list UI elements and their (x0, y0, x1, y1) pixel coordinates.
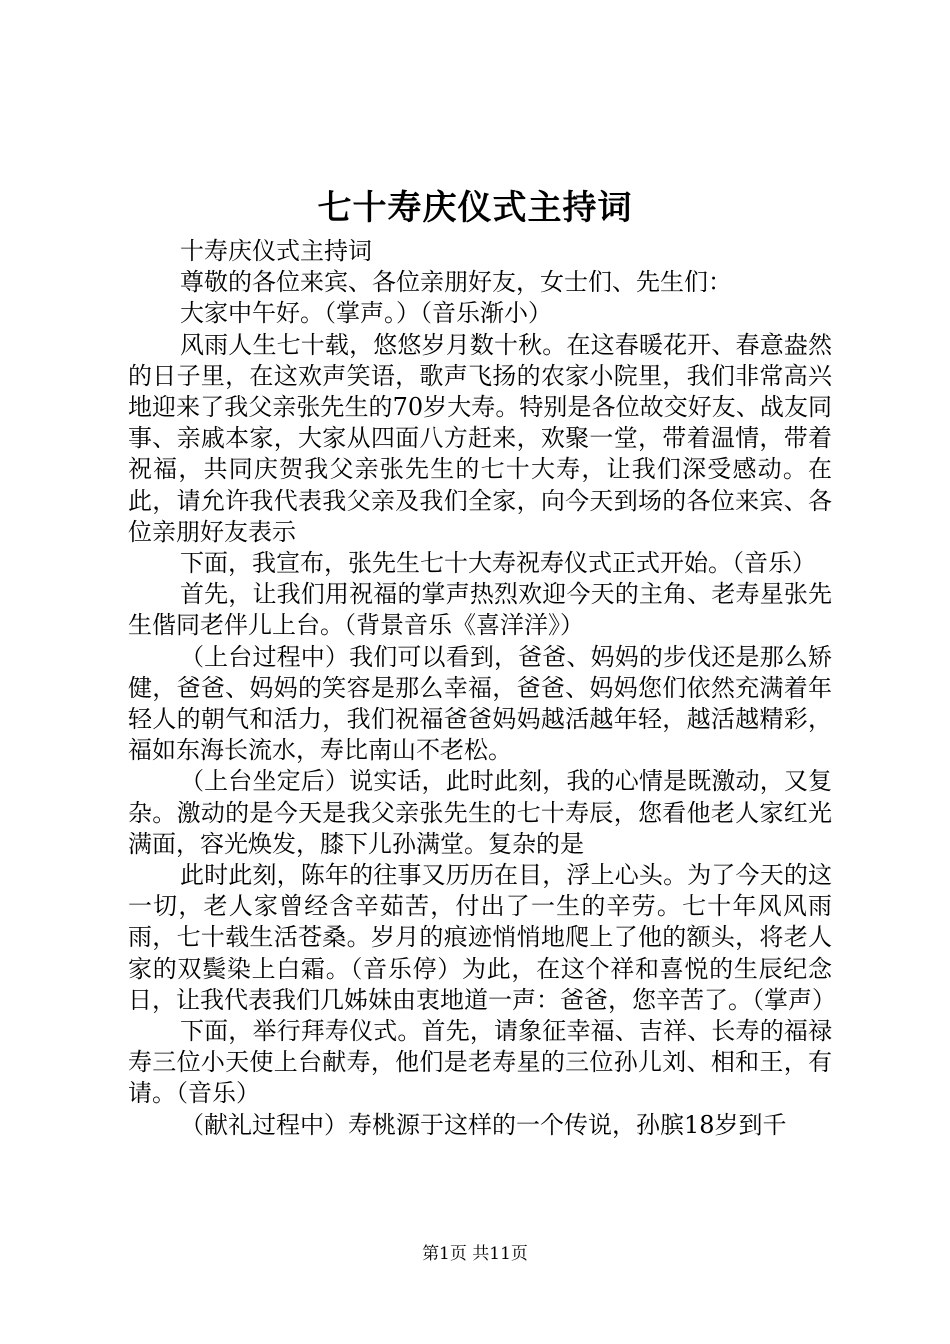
document-title: 七十寿庆仪式主持词 (317, 188, 633, 228)
paragraph: 十寿庆仪式主持词 (180, 237, 372, 265)
paragraph: 下面，举行拜寿仪式。首先，请象征幸福、吉祥、长寿的福禄寿三位小天使上台献寿，他们是老寿星的三位孙儿刘、相和王，有请。（音乐） (128, 1017, 832, 1108)
paragraph: 大家中午好。（掌声。）（音乐渐小） (180, 299, 552, 328)
paragraph: （献礼过程中）寿桃源于这样的一个传说，孙膑18岁到千 (180, 1110, 787, 1139)
paragraph: （上台过程中）我们可以看到，爸爸、妈妈的步伐还是那么矫健，爸爸、妈妈的笑容是那么幸福，爸爸、妈妈您们依然充满着年轻人的朝气和活力，我们祝福爸爸妈妈越活越年轻，越活越精彩，福如东海长流水，寿比南山不老松。 (128, 642, 832, 765)
document-body (128, 236, 836, 1141)
paragraph: 尊敬的各位来宾、各位亲朋好友，女士们、先生们： (180, 268, 732, 297)
page-footer: 第1页 共11页 (422, 1244, 528, 1264)
paragraph: 下面，我宣布，张先生七十大寿祝寿仪式正式开始。（音乐） (180, 549, 816, 578)
paragraph: 风雨人生七十载，悠悠岁月数十秋。在这春暖花开、春意盎然的日子里，在这欢声笑语，歌声飞扬的农家小院里，我们非常高兴地迎来了我父亲张先生的70岁大寿。特别是各位故交好友、战友同事、亲戚本家，大家从四面八方赶来，欢聚一堂，带着温情，带着祝福，共同庆贺我父亲张先生的七十大寿，让我们深受感动。在此，请允许我代表我父亲及我们全家，向今天到场的各位来宾、各位亲朋好友表示 (128, 330, 832, 546)
paragraph: 此时此刻，陈年的往事又历历在目，浮上心头。为了今天的这一切，老人家曾经含辛茹苦，付出了一生的辛劳。七十年风风雨雨，七十载生活苍桑。岁月的痕迹悄悄地爬上了他的额头，将老人家的双鬓染上白霜。（音乐停）为此，在这个祥和喜悦的生辰纪念日，让我代表我们几姊妹由衷地道一声：爸爸，您辛苦了。（掌声） (128, 861, 836, 1014)
paragraph: （上台坐定后）说实话，此时此刻，我的心情是既激动，又复杂。激动的是今天是我父亲张先生的七十寿辰，您看他老人家红光满面，容光焕发，膝下儿孙满堂。复杂的是 (128, 767, 832, 858)
paragraph: 首先，让我们用祝福的掌声热烈欢迎今天的主角、老寿星张先生偕同老伴儿上台。（背景音乐《喜洋洋》） (128, 580, 832, 640)
